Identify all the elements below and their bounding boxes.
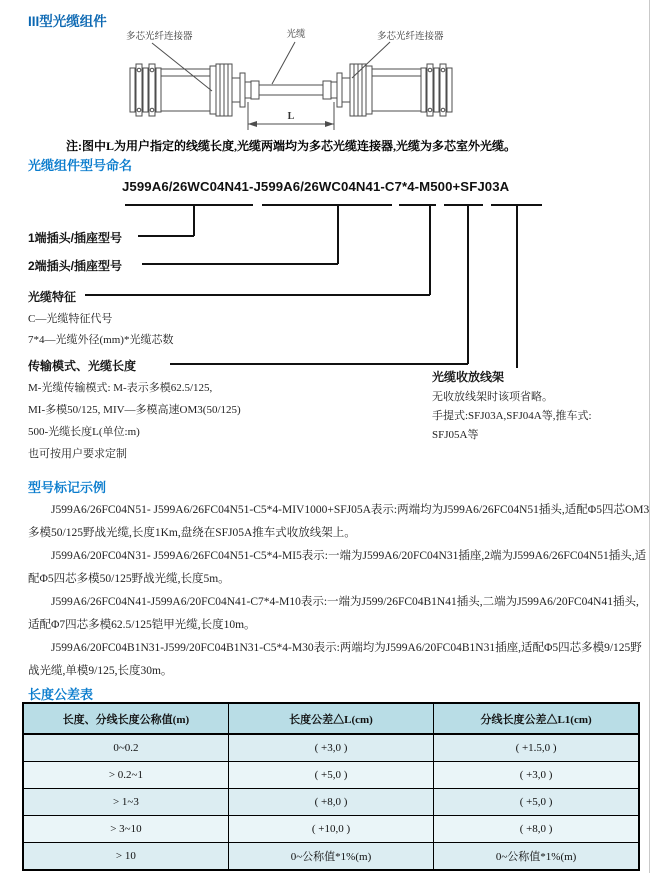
cable-assembly-diagram: [100, 22, 470, 136]
transmission-line-3: 500-光缆长度L(单位:m): [28, 426, 140, 438]
right-connector-label: 多芯光纤连接器: [377, 32, 444, 42]
example-paragraph-4: J599A6/20FC04B1N31-J599/20FC04B1N31-C5*4-M30表示:两端均为J599A6/20FC04B1N31插座,适配Φ5四芯多模9/125野战光缆,单模9/125,长度30m。: [28, 642, 642, 677]
cell-tolerance-l1-3: ( +5,0 ): [434, 789, 639, 816]
cell-tolerance-l1-5: 0~公称值*1%(m): [434, 843, 639, 871]
right-connector-drawing: [323, 64, 452, 116]
example-paragraph-3: J599A6/26FC04N41-J599A6/20FC04N41-C7*4-M10表示:一端为J599/26FC04B1N41插头,二端为J599A6/20FC04N41插头,适配Φ7四芯多模62.5/125铠甲光缆,长度10m。: [28, 596, 639, 631]
cable-feature-label: 光缆特征: [28, 290, 77, 304]
transmission-line-1: M-光缆传输模式: M-表示多模62.5/125,: [28, 382, 213, 394]
page-edge-line: [649, 0, 650, 873]
left-connector-drawing: [130, 64, 259, 116]
plug2-label: 2端插头/插座型号: [28, 259, 123, 273]
example-paragraph-1: J599A6/26FC04N51- J599A6/26FC04N51-C5*4-MIV1000+SFJ05A表示:两端均为J599A6/26FC04N51插头,适配Φ5四芯OM3多模50/125野战光缆,长度1Km,盘绕在SFJ05A推车式收放线架上。: [28, 504, 650, 539]
dimension-arrow-left: [248, 121, 257, 127]
cable-feature-line-1: C—光缆特征代号: [28, 313, 113, 325]
cell-range-1: 0~0.2: [23, 734, 228, 762]
cell-tolerance-l-5: 0~公称值*1%(m): [228, 843, 433, 871]
connector-drawing: [130, 64, 452, 116]
model-callout-lines: [0, 198, 659, 378]
reel-label: 光缆收放线架: [432, 370, 505, 384]
cell-range-5: > 10: [23, 843, 228, 871]
cell-tolerance-l-1: ( +3,0 ): [228, 734, 433, 762]
table-header-row: [23, 703, 639, 734]
tolerance-table: [22, 702, 640, 871]
column-header-nominal-length: 长度、分线长度公称值(m): [23, 703, 228, 734]
section-heading-tolerance: 长度公差表: [28, 687, 94, 702]
cell-tolerance-l1-1: ( +1.5,0 ): [434, 734, 639, 762]
transmission-label: 传输模式、光缆长度: [28, 359, 137, 373]
left-connector-label: 多芯光纤连接器: [126, 32, 193, 42]
model-code: J599A6/26WC04N41-J599A6/26WC04N41-C7*4-M500+SFJ03A: [122, 179, 510, 194]
column-header-length-tolerance: 长度公差△L(cm): [228, 703, 433, 734]
page-title: III型光缆组件: [28, 14, 107, 29]
cell-tolerance-l1-2: ( +3,0 ): [434, 762, 639, 789]
section-heading-naming: 光缆组件型号命名: [28, 158, 133, 173]
cable-feature-line-2: 7*4—光缆外径(mm)*光缆芯数: [28, 334, 174, 346]
plug1-label: 1端插头/插座型号: [28, 231, 123, 245]
table-row: [23, 789, 639, 816]
cell-tolerance-l-2: ( +5,0 ): [228, 762, 433, 789]
cable-label: 光缆: [286, 30, 306, 40]
examples-block: [28, 499, 650, 683]
transmission-line-2: MI-多模50/125, MIV—多模高速OM3(50/125): [28, 404, 241, 416]
table-row: [23, 843, 639, 871]
cell-tolerance-l1-4: ( +8,0 ): [434, 816, 639, 843]
column-header-branch-tolerance: 分线长度公差△L1(cm): [434, 703, 639, 734]
cell-tolerance-l-3: ( +8,0 ): [228, 789, 433, 816]
section-heading-examples: 型号标记示例: [28, 480, 107, 495]
table-row: [23, 816, 639, 843]
dimension-length-label: L: [287, 111, 295, 122]
table-row: [23, 762, 639, 789]
transmission-line-4: 也可按用户要求定制: [28, 448, 127, 460]
reel-line-3: SFJ05A等: [432, 429, 479, 441]
example-paragraph-2: J599A6/20FC04N31- J599A6/26FC04N51-C5*4-MI5表示:一端为J599A6/20FC04N31插座,2端为J599A6/26FC04N51插头,适配Φ5四芯多模50/125野战光缆,长度5m。: [28, 550, 647, 585]
reel-line-2: 手提式:SFJ03A,SFJ04A等,推车式:: [432, 410, 592, 422]
cell-range-4: > 3~10: [23, 816, 228, 843]
table-row: [23, 734, 639, 762]
reel-line-1: 无收放线架时该项省略。: [432, 391, 553, 403]
cell-range-2: > 0.2~1: [23, 762, 228, 789]
cell-range-3: > 1~3: [23, 789, 228, 816]
cell-tolerance-l-4: ( +10,0 ): [228, 816, 433, 843]
diagram-note: 注:图中L为用户指定的线缆长度,光缆两端均为多芯光缆连接器,光缆为多芯室外光缆。: [66, 139, 517, 153]
dimension-arrow-right: [325, 121, 334, 127]
